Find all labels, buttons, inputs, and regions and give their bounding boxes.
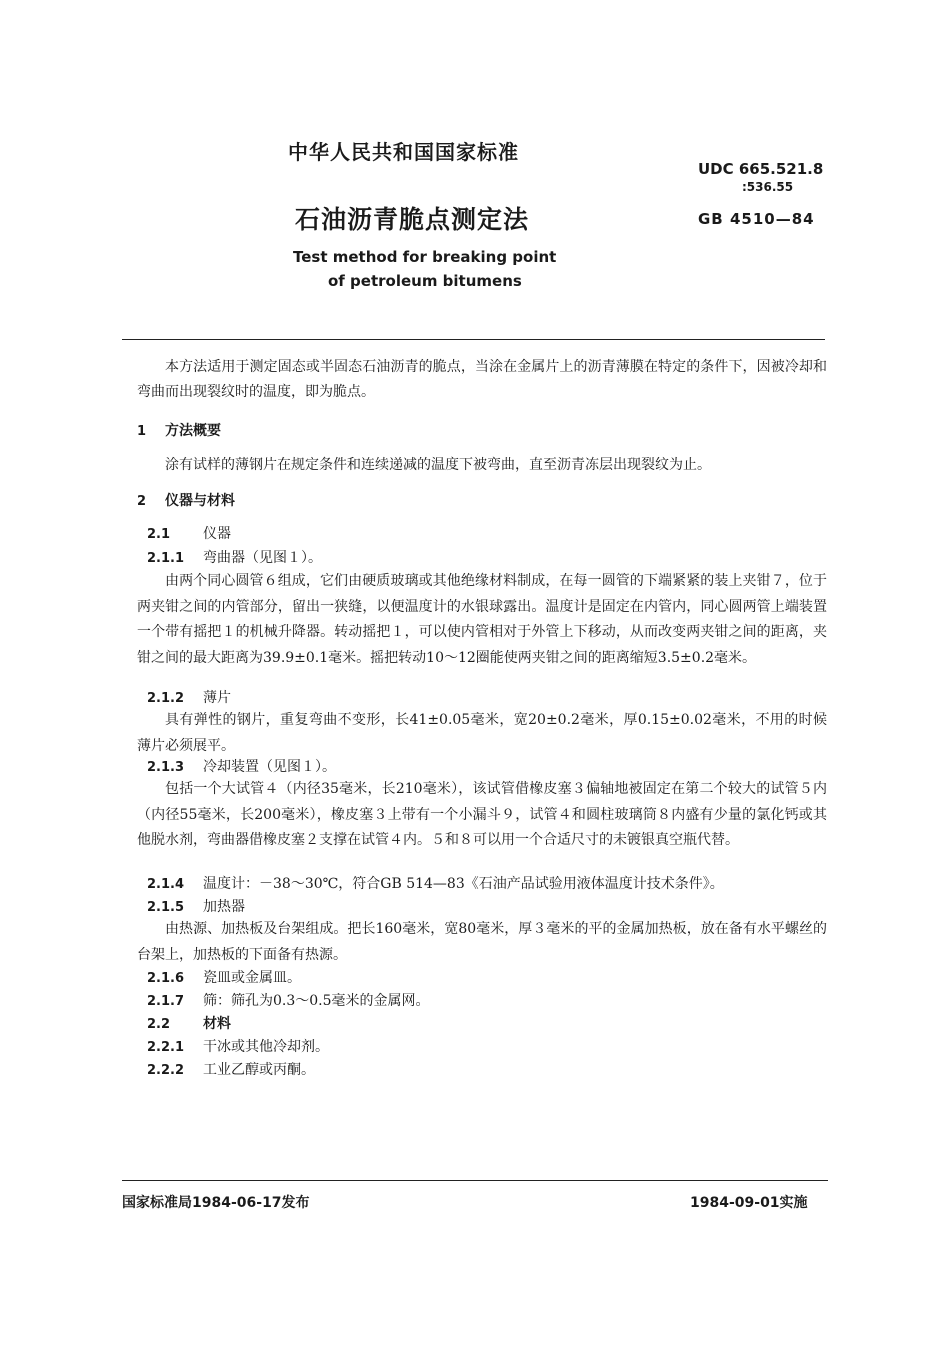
section-title: 冷却装置（见图１）。 [203, 759, 336, 775]
document-title: 石油沥青脆点测定法 [295, 205, 530, 234]
section-number: 2.1.6 [147, 971, 185, 986]
section-2-2-2 [147, 1059, 315, 1079]
gb-number: GB 4510—84 [698, 210, 815, 228]
section-number: 2.1 [147, 527, 171, 542]
section-text: 干冰或其他冷却剂。 [203, 1039, 329, 1055]
section-number: 2.1.4 [147, 877, 185, 892]
section-2-1-2-heading [147, 687, 231, 707]
section-title: 材料 [203, 1016, 231, 1032]
section-2-2-1 [147, 1036, 329, 1056]
section-2-1-1-heading [147, 547, 322, 567]
section-text: 筛：筛孔为0.3～0.5毫米的金属网。 [203, 993, 430, 1009]
section-number: 2.1.7 [147, 994, 185, 1009]
section-text: 工业乙醇或丙酮。 [203, 1062, 315, 1078]
section-1-body: 涂有试样的薄钢片在规定条件和连续递减的温度下被弯曲，直至沥青冻层出现裂纹为止。 [165, 457, 711, 473]
section-number: 2.2.2 [147, 1063, 185, 1078]
section-2-1-heading [147, 523, 231, 543]
section-title: 薄片 [203, 690, 231, 706]
section-text: 瓷皿或金属皿。 [203, 970, 301, 986]
section-1-heading [137, 420, 221, 440]
udc-code: UDC 665.521.8 [698, 160, 824, 178]
header-divider [122, 339, 825, 340]
section-2-2-heading [147, 1013, 231, 1033]
section-2-1-3-body: 包括一个大试管４（内径35毫米，长210毫米），该试管借橡皮塞３偏轴地被固定在第二个较大的试管５内（内径55毫米，长200毫米），橡皮塞３上带有一个小漏斗９，试管４和圆柱玻璃筒８内盛有少量的氯化钙或其他脱水剂，弯曲器借橡皮塞２支撑在试管４内。５和８可以用一个合适尺寸的未镀银真空瓶代替。 [137, 781, 827, 848]
section-2-1-2-body: 具有弹性的钢片，重复弯曲不变形，长41±0.05毫米，宽20±0.2毫米，厚0.15±0.02毫米，不用的时候薄片必须展平。 [137, 712, 827, 754]
english-title-line-1: Test method for breaking point [293, 248, 557, 266]
section-2-1-7 [147, 990, 430, 1010]
section-2-1-3-heading [147, 756, 336, 776]
section-2-1-6 [147, 967, 301, 987]
section-title: 弯曲器（见图１）。 [203, 550, 322, 566]
section-number: 2.2 [147, 1017, 171, 1032]
udc-code-continued: :536.55 [742, 180, 794, 194]
issue-date: 国家标准局1984-06-17发布 [122, 1195, 310, 1211]
effective-date: 1984-09-01实施 [690, 1195, 808, 1211]
section-title: 方法概要 [165, 423, 221, 439]
section-title: 仪器 [203, 526, 231, 542]
section-2-1-5-heading [147, 896, 245, 916]
section-number: 2.1.2 [147, 691, 185, 706]
intro-paragraph: 本方法适用于测定固态或半固态石油沥青的脆点，当涂在金属片上的沥青薄膜在特定的条件下，因被冷却和弯曲而出现裂纹时的温度，即为脆点。 [137, 359, 827, 400]
section-title: 仪器与材料 [165, 493, 235, 509]
section-number: 2 [137, 494, 147, 509]
section-2-1-4 [147, 873, 724, 893]
section-number: 2.1.3 [147, 760, 185, 775]
section-number: 2.2.1 [147, 1040, 185, 1055]
section-title: 加热器 [203, 899, 245, 915]
section-number: 2.1.5 [147, 900, 185, 915]
section-2-1-5-body: 由热源、加热板及台架组成。把长160毫米，宽80毫米，厚３毫米的平的金属加热板，放在备有水平螺丝的台架上，加热板的下面备有热源。 [137, 921, 827, 963]
section-number: 1 [137, 424, 147, 439]
footer-divider [122, 1180, 828, 1181]
section-2-heading [137, 490, 235, 510]
section-text: 温度计：－38～30℃，符合GB 514—83《石油产品试验用液体温度计技术条件》。 [203, 876, 724, 892]
section-2-1-1-body: 由两个同心圆管６组成，它们由硬质玻璃或其他绝缘材料制成，在每一圆管的下端紧紧的装上夹钳７，位于两夹钳之间的内管部分，留出一狭缝，以便温度计的水银球露出。温度计是固定在内管内，同心圆两管上端装置一个带有摇把１的机械升降器。转动摇把１，可以使内管相对于外管上下移动，从而改变两夹钳之间的距离，夹钳之间的最大距离为39.9±0.1毫米。摇把转动10～12圈能使两夹钳之间的距离缩短3.5±0.2毫米。 [137, 573, 827, 666]
english-title-line-2: of petroleum bitumens [328, 272, 522, 290]
standard-organization: 中华人民共和国国家标准 [288, 140, 519, 164]
section-number: 2.1.1 [147, 551, 185, 566]
